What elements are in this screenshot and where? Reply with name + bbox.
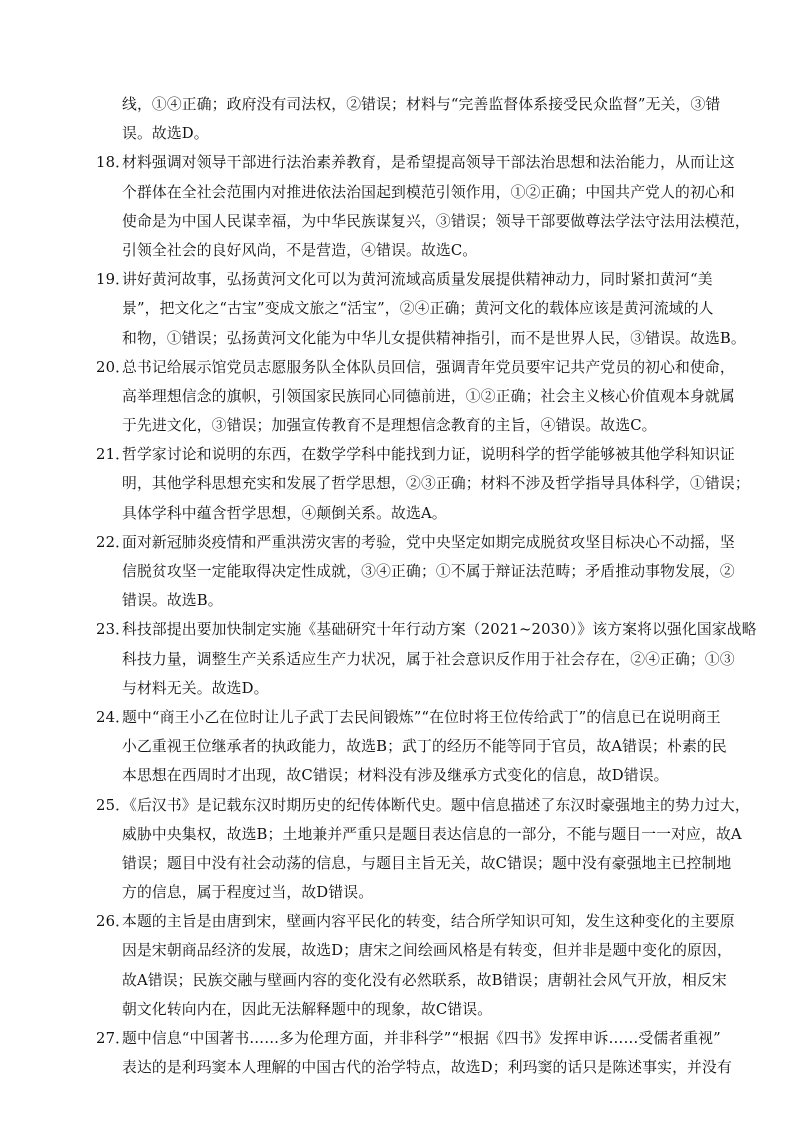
paragraph-line: 威胁中央集权，故选B；土地兼并严重只是题目表达信息的一部分，不能与题目一一对应，故A	[122, 825, 742, 843]
paragraph-line: 高举理想信念的旗帜，引领国家民族同心同德前进，①②正确；社会主义核心价值观本身就属	[122, 387, 735, 405]
question-24-line	[96, 703, 721, 732]
paragraph-text: 总书记给展示馆党员志愿服务队全体队员回信，强调青年党员要牢记共产党员的初心和使命，	[122, 358, 735, 376]
paragraph-line: 线，①④正确；政府没有司法权，②错误；材料与“完善监督体系接受民众监督”无关，③错	[122, 96, 721, 113]
paragraph-text: 科技部提出要加快制定实施《基础研究十年行动方案（2021~2030）》该方案将以强化国家战略	[122, 621, 757, 639]
paragraph-line: 于先进文化，③错误；加强宣传教育不是理想信念教育的主旨，④错误。故选C。	[122, 417, 657, 435]
paragraph-line: 景”，把文化之“古宝”变成文旅之“活宝”，②④正确；黄河文化的载体应该是黄河流域的人	[122, 300, 714, 318]
answer-explanations	[96, 90, 757, 1082]
question-19-line	[96, 265, 713, 294]
paragraph-line: 误。故选D。	[122, 125, 209, 143]
paragraph-text: 题中“商王小乙在位时让儿子武丁去民间锻炼”“在位时将王位传给武丁”的信息已在说明商王	[122, 708, 721, 726]
question-number: 22．	[96, 533, 131, 551]
paragraph-line: 朝文化转向内在，因此无法解释题中的现象，故C错误。	[122, 1000, 493, 1018]
paragraph-line: 错误。故选B。	[122, 592, 223, 610]
paragraph-line: 使命是为中国人民谋幸福，为中华民族谋复兴，③错误；领导干部要做尊法学法守法用法模范，	[122, 212, 750, 230]
paragraph-line: 本思想在西周时才出现，故C错误；材料没有涉及继承方式变化的信息，故D错误。	[122, 767, 669, 785]
question-21-line	[96, 440, 735, 469]
paragraph-line: 错误；题目中没有社会动荡的信息，与题目主旨无关，故C错误；题中没有豪强地主已控制地	[122, 854, 732, 872]
question-number: 23．	[96, 621, 131, 639]
paragraph-line: 小乙重视王位继承者的执政能力，故选B；武丁的经历不能等同于官员，故A错误；朴素的民	[122, 738, 727, 756]
question-number: 18．	[96, 154, 131, 172]
question-number: 21．	[96, 446, 131, 464]
paragraph-text: 哲学家讨论和说明的东西，在数学学科中能找到力证，说明科学的哲学能够被其他学科知识证	[122, 446, 735, 464]
question-20-line	[96, 353, 735, 382]
question-18-line	[96, 148, 735, 177]
question-number: 19．	[96, 271, 131, 289]
paragraph-line: 明，其他学科思想充实和发展了哲学思想，②③正确；材料不涉及哲学指导具体科学，①错误；	[122, 475, 750, 493]
question-number: 27．	[96, 1030, 131, 1047]
paragraph-line: 方的信息，属于程度过当，故D错误。	[122, 884, 374, 902]
question-22-line	[96, 528, 735, 557]
paragraph-text: 材料强调对领导干部进行法治素养教育，是希望提高领导干部法治思想和法治能力，从而让这	[122, 154, 735, 172]
paragraph-text: 《后汉书》是记载东汉时期历史的纪传体断代史。题中信息描述了东汉时豪强地主的势力过大，	[122, 796, 750, 814]
paragraph-line: 和物，①错误；弘扬黄河文化能为中华儿女提供精神指引，而不是世界人民，③错误。故选B。	[122, 329, 746, 347]
question-26-line	[96, 907, 735, 936]
paragraph-line: 具体学科中蕴含哲学思想，④颠倒关系。故选A。	[122, 504, 447, 522]
question-27-line	[96, 1024, 721, 1053]
paragraph-text: 本题的主旨是由唐到宋，壁画内容平民化的转变，结合所学知识可知，发生这种变化的主要原	[122, 913, 735, 931]
paragraph-line: 信脱贫攻坚一定能取得决定性成就，③④正确；①不属于辩证法范畴；矛盾推动事物发展，②	[122, 563, 735, 580]
paragraph-line: 表达的是利玛窦本人理解的中国古代的治学特点，故选D；利玛窦的话只是陈述事实，并没有	[122, 1059, 732, 1077]
paragraph-line: 故A错误；民族交融与壁画内容的变化没有必然联系，故B错误；唐朝社会风气开放，相反宋	[122, 971, 727, 989]
question-number: 20．	[96, 358, 131, 376]
paragraph-line: 个群体在全社会范围内对推进依法治国起到模范引领作用，①②正确；中国共产党人的初心和	[122, 183, 735, 201]
paragraph-line: 引领全社会的良好风尚，不是营造，④错误。故选C。	[122, 241, 478, 259]
paragraph-text: 题中信息“中国著书……多为伦理方面，并非科学”“根据《四书》发挥申诉……受儒者重视”	[122, 1030, 721, 1047]
question-number: 26．	[96, 913, 131, 931]
question-number: 24．	[96, 708, 131, 726]
paragraph-text: 讲好黄河故事，弘扬黄河文化可以为黄河流域高质量发展提供精神动力，同时紧扣黄河“美	[122, 271, 713, 289]
paragraph-text: 面对新冠肺炎疫情和严重洪涝灾害的考验，党中央坚定如期完成脱贫攻坚目标决心不动摇，坚	[122, 533, 735, 551]
paragraph-line: 科技力量，调整生产关系适应生产力状况，属于社会意识反作用于社会存在，②④正确；①③	[122, 650, 735, 668]
question-number: 25．	[96, 796, 131, 814]
paragraph-line: 与材料无关。故选D。	[122, 679, 269, 697]
paragraph-line: 因是宋朝商品经济的发展，故选D；唐宋之间绘画风格是有转变，但并非是题中变化的原因，	[122, 942, 732, 960]
question-23-line	[96, 615, 757, 644]
question-25-line	[96, 791, 750, 820]
